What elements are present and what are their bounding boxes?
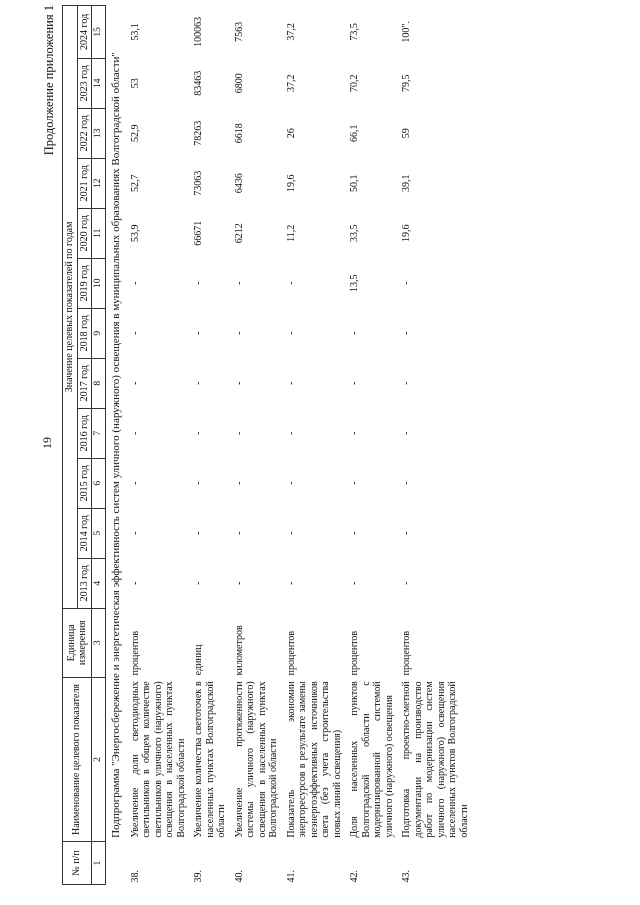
- row-number: 38.: [129, 870, 141, 883]
- indicator-value: -: [193, 331, 205, 335]
- indicator-value: 73063: [193, 170, 205, 196]
- indicator-value: 37,2: [285, 23, 297, 41]
- indicator-value: -: [349, 531, 361, 535]
- indicator-unit: единиц: [193, 644, 205, 676]
- indicator-value: -: [349, 581, 361, 585]
- indicator-value: -: [285, 481, 297, 485]
- column-number: 13: [92, 108, 106, 158]
- header-values-group: Значение целевых показателей по годам: [63, 6, 78, 609]
- header-year: 2019 год: [77, 258, 92, 308]
- indicator-value: -: [193, 381, 205, 385]
- indicator-value: 53,9: [129, 224, 141, 242]
- header-year: 2015 год: [77, 458, 92, 508]
- indicator-value: 50,1: [349, 174, 361, 192]
- header-year: 2024 год: [77, 6, 92, 59]
- row-number: 40.: [233, 870, 245, 883]
- indicator-value: -: [193, 481, 205, 485]
- indicator-value: 6212: [233, 223, 245, 244]
- indicator-value: 52,7: [129, 174, 141, 192]
- column-number: 15: [92, 6, 106, 59]
- indicator-value: -: [285, 331, 297, 335]
- header-year: 2018 год: [77, 308, 92, 358]
- indicator-value: 100".: [401, 21, 413, 43]
- indicator-value: 79,5: [401, 74, 413, 92]
- column-number: 4: [92, 558, 106, 608]
- indicator-value: -: [349, 381, 361, 385]
- page-number: 19: [40, 437, 54, 449]
- row-number: 39.: [193, 870, 205, 883]
- table-row: [346, 6, 398, 885]
- indicator-name: Увеличение доли светодиодных светильников в общем количестве светильников уличного (наружного) освещения в населенных пунктах Волгоградской области: [129, 681, 187, 838]
- row-number: 41.: [285, 870, 297, 883]
- indicator-unit: процентов: [349, 630, 361, 676]
- indicator-value: 52,9: [129, 124, 141, 142]
- indicator-value: 78263: [193, 120, 205, 146]
- indicator-value: -: [233, 531, 245, 535]
- indicator-value: 53: [129, 78, 141, 89]
- indicator-value: -: [129, 481, 141, 485]
- indicator-value: 37,2: [285, 74, 297, 92]
- indicator-value: -: [233, 581, 245, 585]
- indicator-value: 7563: [233, 21, 245, 42]
- column-number: 7: [92, 408, 106, 458]
- table-row: [127, 6, 191, 885]
- indicator-unit: процентов: [285, 630, 297, 676]
- column-number: 14: [92, 58, 106, 108]
- indicator-value: -: [401, 531, 413, 535]
- header-year: 2023 год: [77, 58, 92, 108]
- indicator-value: -: [401, 331, 413, 335]
- indicator-value: -: [129, 281, 141, 285]
- indicator-name: Увеличение количества светоточек в населенных пунктах Волгоградской области: [193, 681, 228, 838]
- indicator-value: -: [285, 281, 297, 285]
- indicator-value: -: [233, 481, 245, 485]
- indicator-value: -: [193, 281, 205, 285]
- indicator-value: -: [233, 381, 245, 385]
- indicator-value: -: [233, 331, 245, 335]
- column-number: 10: [92, 258, 106, 308]
- indicator-value: -: [233, 281, 245, 285]
- continuation-label: Продолжение приложения 1: [42, 5, 56, 156]
- indicator-value: 19,6: [285, 174, 297, 192]
- indicator-value: -: [401, 581, 413, 585]
- header-name: Наименование целевого показателя: [63, 677, 92, 841]
- indicator-name: Показатель экономии энергоресурсов в результате замены неэнергоэффективных источников света (без учета строительства новых линий освещения): [285, 681, 343, 838]
- indicator-value: -: [129, 531, 141, 535]
- indicator-name: Увеличение протяженности системы уличного (наружного) освещения в населенных пунктах Волгоградской области: [233, 681, 280, 838]
- header-year: 2022 год: [77, 108, 92, 158]
- indicator-value: -: [193, 431, 205, 435]
- indicator-value: 53,1: [129, 23, 141, 41]
- indicator-value: -: [285, 531, 297, 535]
- indicator-value: 26: [285, 128, 297, 139]
- indicator-value: -: [233, 431, 245, 435]
- rotated-page: [42, 5, 607, 885]
- indicator-value: -: [193, 581, 205, 585]
- indicator-value: 33,5: [349, 224, 361, 242]
- indicator-value: -: [349, 431, 361, 435]
- column-number: 5: [92, 508, 106, 558]
- column-number: 1: [92, 842, 106, 885]
- indicator-value: 73,5: [349, 23, 361, 41]
- indicator-value: -: [129, 431, 141, 435]
- header-unit: Единица измерения: [63, 608, 92, 677]
- indicator-name: Подготовка проектно-сметной документации на производство работ по модернизации систем уличного (наружного) освещения населенных пунктов Волгоградской области: [401, 681, 470, 838]
- indicator-value: 6436: [233, 173, 245, 194]
- column-number: 3: [92, 608, 106, 677]
- indicator-value: -: [193, 531, 205, 535]
- subprogram-title: Подпрограмма "Энергосбережение и энергетическая эффективность систем уличного (наружного) освещения в муниципальных образованиях Волгоградской области": [109, 52, 122, 838]
- indicator-value: -: [401, 481, 413, 485]
- column-number: 9: [92, 308, 106, 358]
- indicator-value: -: [349, 481, 361, 485]
- indicators-table: [62, 5, 473, 885]
- indicator-value: -: [285, 381, 297, 385]
- indicator-value: -: [401, 281, 413, 285]
- indicator-unit: километров: [233, 625, 245, 676]
- indicator-value: 70,2: [349, 74, 361, 92]
- table-row: [398, 6, 473, 885]
- indicator-value: 39,1: [401, 174, 413, 192]
- header-year: 2021 год: [77, 158, 92, 208]
- indicator-value: -: [129, 331, 141, 335]
- column-number: 11: [92, 208, 106, 258]
- indicator-value: 11,2: [285, 224, 297, 242]
- indicator-value: 6800: [233, 73, 245, 94]
- indicator-value: -: [401, 381, 413, 385]
- indicator-value: 19,6: [401, 224, 413, 242]
- row-number: 42.: [349, 870, 361, 883]
- table-row: [190, 6, 231, 885]
- column-number: 2: [92, 677, 106, 841]
- header-year: 2013 год: [77, 558, 92, 608]
- indicator-value: -: [129, 381, 141, 385]
- column-number: 6: [92, 458, 106, 508]
- table-row: [283, 6, 347, 885]
- indicator-value: 59: [401, 128, 413, 139]
- table-row: [231, 6, 283, 885]
- indicator-value: 83463: [193, 70, 205, 96]
- indicator-value: -: [285, 581, 297, 585]
- indicator-value: 13,5: [349, 274, 361, 292]
- column-number: 8: [92, 358, 106, 408]
- indicator-value: -: [401, 431, 413, 435]
- header-year: 2017 год: [77, 358, 92, 408]
- indicator-value: 6618: [233, 123, 245, 144]
- indicator-value: -: [349, 331, 361, 335]
- indicator-unit: процентов: [401, 630, 413, 676]
- row-number: 43.: [401, 870, 413, 883]
- indicator-value: 66671: [193, 220, 205, 246]
- header-year: 2016 год: [77, 408, 92, 458]
- header-num: № п/п: [63, 842, 92, 885]
- indicator-name: Доля населенных пунктов Волгоградской области с модернизированной системой уличного (наружного) освещения: [349, 681, 395, 838]
- indicator-value: -: [285, 431, 297, 435]
- indicator-value: 66,1: [349, 124, 361, 142]
- indicator-unit: процентов: [129, 630, 141, 676]
- header-year: 2020 год: [77, 208, 92, 258]
- column-numbers-row: [92, 6, 106, 885]
- header-year: 2014 год: [77, 508, 92, 558]
- indicator-value: 100063: [193, 16, 205, 47]
- indicator-value: -: [129, 581, 141, 585]
- column-number: 12: [92, 158, 106, 208]
